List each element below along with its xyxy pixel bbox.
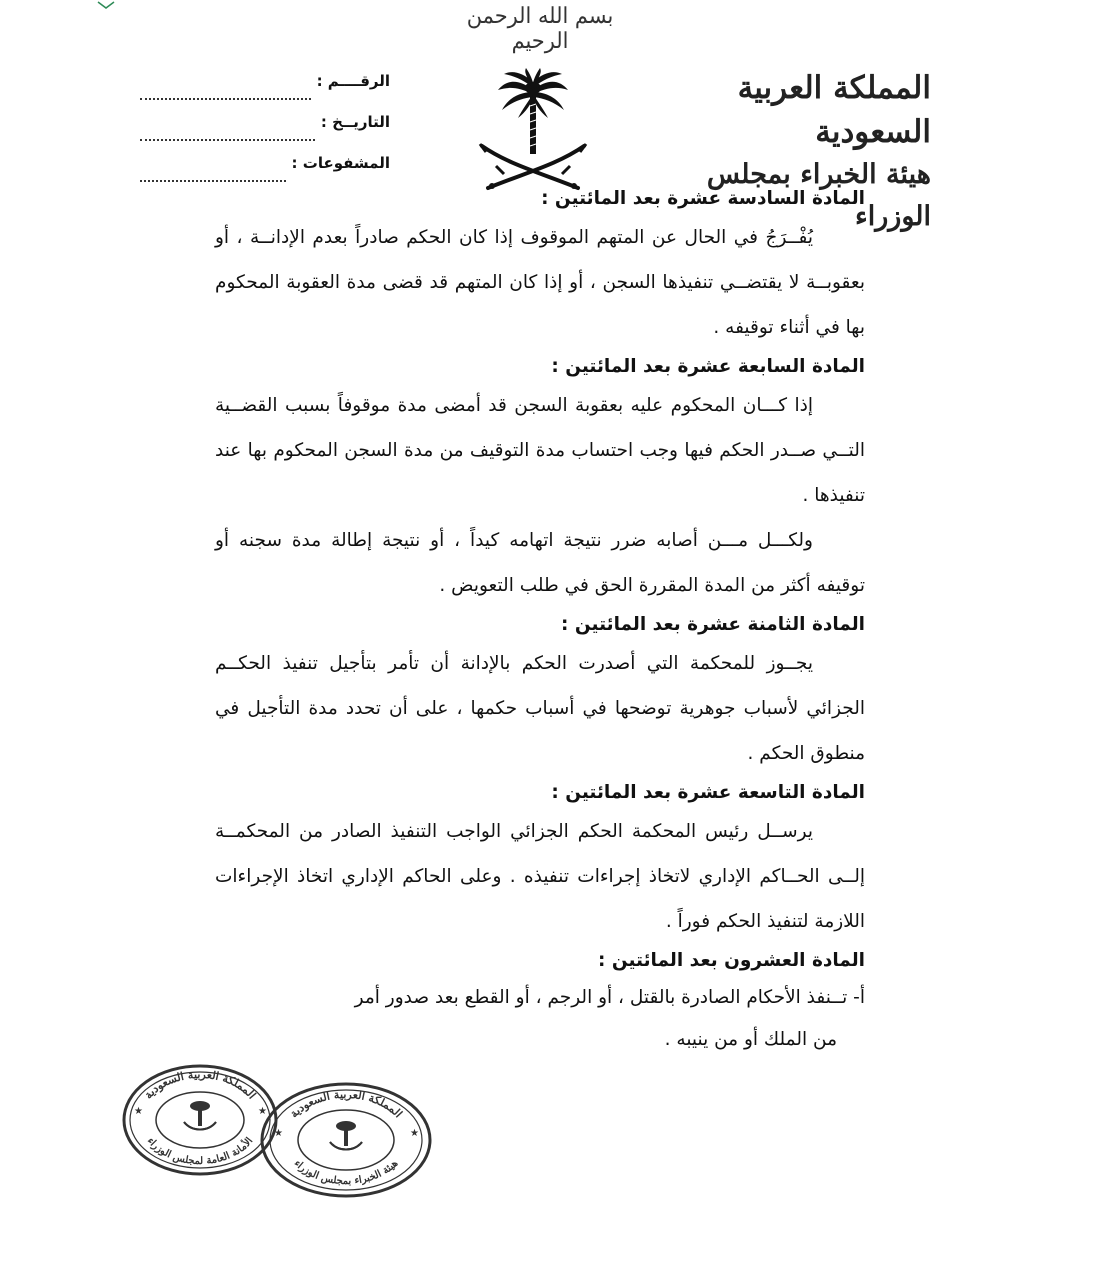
reference-fields: [140, 72, 390, 195]
field-date-line: [140, 127, 315, 141]
article-220-heading: المادة العشرون بعد المائتين :: [598, 950, 865, 971]
article-220-item-a: أ- تــنفذ الأحكام الصادرة بالقتل ، أو الرجم ، أو القطع بعد صدور أمر: [354, 987, 865, 1008]
svg-text:★: ★: [410, 1128, 419, 1139]
basmala: بسم الله الرحمن الرحيم: [466, 4, 614, 54]
seal-1-bottom-text: [145, 1136, 256, 1167]
document-body: [215, 182, 865, 1061]
article-219-heading: المادة التاسعة عشرة بعد المائتين :: [551, 782, 865, 803]
article-217-paragraph-2: ولكـــل مـــن أصابه ضرر نتيجة اتهامه كيداً ، أو نتيجة إطالة مدة سجنه أو توقيفه أكثر من المدة المقررة الحق في طلب التعويض .: [215, 530, 865, 596]
article-218-heading: المادة الثامنة عشرة بعد المائتين :: [561, 614, 865, 635]
field-number-line: [140, 86, 311, 100]
field-attachments-label: المشفوعات :: [291, 154, 390, 172]
article-216-paragraph: يُفْــرَجُ في الحال عن المتهم الموقوف إذا كان الحكم صادراً بعدم الإدانــة ، أو بعقوبــة لا يقتضــي تنفيذها السجن ، أو إذا كان المتهم قد قضى مدة العقوبة المحكوم بها في أثناء توقيفه .: [215, 227, 865, 338]
article-217-heading: المادة السابعة عشرة بعد المائتين :: [551, 356, 865, 377]
seal-1-top-path: المملكة العربية السعودية: [141, 1067, 259, 1102]
field-date: [140, 113, 390, 154]
secretariat-seal-stamp: [120, 1062, 280, 1178]
svg-text:★: ★: [134, 1106, 143, 1117]
seal-2-top-path: المملكة العربية السعودية: [287, 1087, 405, 1121]
palm-swords-emblem-icon: [478, 68, 588, 193]
field-number-label: الرقــــم :: [316, 72, 390, 90]
corner-mark: [96, 0, 116, 10]
article-219-paragraph: يرســل رئيس المحكمة الحكم الجزائي الواجب التنفيذ الصادر من المحكمــة إلــى الحــاكم الإداري لاتخاذ إجراءات تنفيذه . وعلى الحاكم الإداري اتخاذ الإجراءات اللازمة لتنفيذ الحكم فوراً .: [215, 821, 865, 932]
kingdom-name: المملكة العربية السعودية: [737, 70, 931, 150]
svg-text:★: ★: [258, 1106, 267, 1117]
experts-bureau-seal-stamp: [258, 1080, 434, 1200]
article-220-item-a-continuation: من الملك أو من ينيبه .: [664, 1029, 837, 1050]
seal-2-bottom-path: هيئة الخبراء بمجلس الوزراء: [291, 1158, 401, 1187]
seal-2-top-text: [287, 1088, 404, 1120]
authority-name: هيئة الخبراء بمجلس الوزراء: [706, 159, 931, 232]
article-217-paragraph-1: إذا كـــان المحكوم عليه بعقوبة السجن قد أمضى مدة موقوفاً بسبب القضــية التــي صــدر الحكم فيها وجب احتساب مدة التوقيف من مدة السجن المحكوم بها عند تنفيذها .: [215, 395, 865, 506]
seal-2-bottom-text: [292, 1158, 401, 1187]
article-218-paragraph: يجــوز للمحكمة التي أصدرت الحكم بالإدانة أن تأمر بتأجيل تنفيذ الحكــم الجزائي لأسباب جوهرية توضحها في أسباب حكمها ، على أن تحدد مدة التأجيل في منطوق الحكم .: [215, 653, 865, 764]
field-date-label: التاريــخ :: [320, 113, 390, 131]
field-attachments-line: [140, 168, 286, 182]
field-number: [140, 72, 390, 113]
svg-text:★: ★: [274, 1128, 283, 1139]
seal-1-bottom-path: الأمانة العامة لمجلس الوزراء: [144, 1135, 256, 1168]
article-216-heading: المادة السادسة عشرة بعد المائتين :: [541, 188, 865, 209]
